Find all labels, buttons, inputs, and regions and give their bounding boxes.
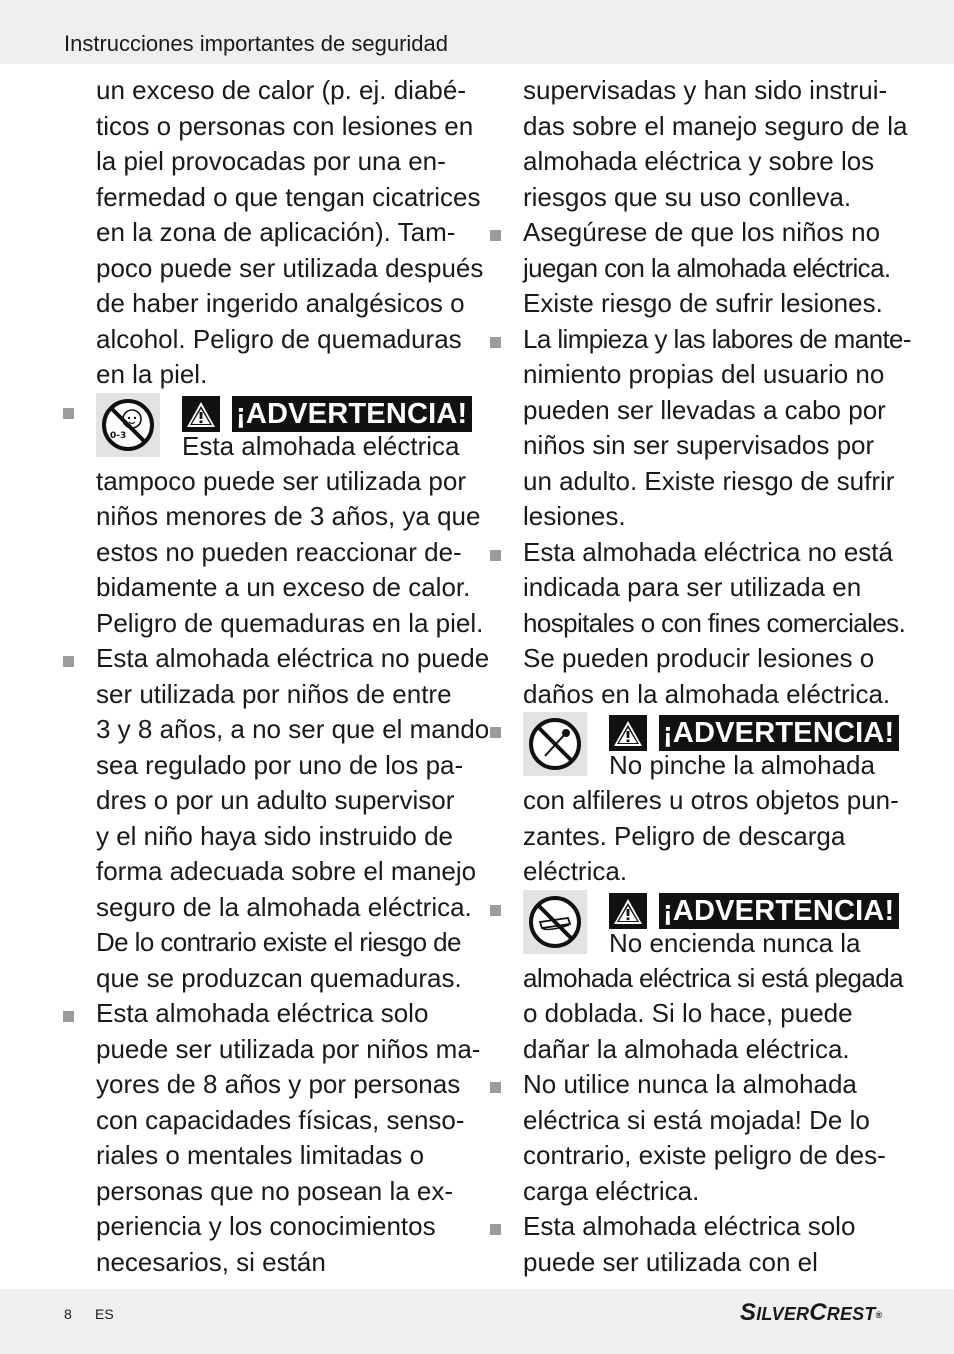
text-line: personas que no posean la ex- [96, 1175, 454, 1206]
text-line: Esta almohada eléctrica [182, 430, 460, 461]
warning-triangle-icon [609, 715, 647, 751]
warning-header [523, 890, 893, 961]
warning-item-no-folding [523, 890, 903, 1068]
text-line: niños menores de 3 años, ya que [96, 501, 481, 531]
text-line: De lo contrario existe el riesgo de [96, 927, 461, 957]
text-line: con capacidades físicas, senso- [96, 1104, 465, 1135]
text-line: daños en la almohada eléctrica. [523, 678, 891, 709]
bullet-item-controller [523, 1209, 893, 1280]
text-line: ser utilizada por niños de entre [96, 678, 452, 709]
text-line: supervisadas y han sido instrui- [523, 75, 888, 105]
text-line: un adulto. Existe riesgo de sufrir [523, 465, 895, 496]
text-line: lesiones. [523, 501, 626, 531]
continued-paragraph [523, 73, 908, 215]
text-line: La limpieza y las labores de mante- [523, 322, 893, 358]
logo-letters: REST [826, 1304, 876, 1324]
text-line: das sobre el manejo seguro de la [523, 110, 908, 141]
text-line: bidamente a un exceso de calor. [96, 572, 471, 602]
text-line: carga eléctrica. [523, 1175, 700, 1206]
text-line: zantes. Peligro de descarga [523, 820, 846, 851]
warning-header [96, 393, 468, 464]
text-line: indicada para ser utilizada en [523, 572, 862, 602]
text-line: tampoco puede ser utilizada por [96, 465, 467, 496]
text-line: Esta almohada eléctrica no está [523, 535, 893, 571]
text-line: No pinche la almohada [609, 750, 875, 780]
text-line: nimiento propias del usuario no [523, 359, 885, 389]
warning-item-no-pins [523, 712, 899, 890]
text-line: Se pueden producir lesiones o [523, 643, 875, 673]
text-line: contrario, existe peligro de des- [523, 1140, 886, 1170]
text-line: eléctrica. [523, 856, 628, 886]
text-line: hospitales o con fines comerciales. [523, 607, 906, 638]
text-line: forma adecuada sobre el manejo [96, 856, 477, 886]
text-line: estos no pueden reaccionar de- [96, 536, 462, 567]
no-pins-icon [523, 712, 587, 776]
text-line: con alfileres u otros objetos pun- [523, 785, 899, 815]
text-line: almohada eléctrica y sobre los [523, 146, 875, 176]
text-line: Asegúrese de que los niños no [523, 215, 893, 251]
bullet-item-wet [523, 1067, 893, 1209]
text-line: Existe riesgo de sufrir lesiones. [523, 288, 883, 318]
text-line: alcohol. Peligro de quemaduras [96, 323, 462, 354]
logo-letter: S [740, 1299, 757, 1326]
text-line: Peligro de quemaduras en la piel. [96, 607, 484, 638]
text-line: puede ser utilizada con el [523, 1246, 818, 1277]
text-line: riales o mentales limitadas o [96, 1140, 425, 1170]
bullet-item-hospitals [523, 535, 906, 713]
warning-header [523, 712, 893, 783]
text-line: sea regulado por uno de los pa- [96, 749, 464, 780]
text-line: dañar la almohada eléctrica. [523, 1033, 850, 1064]
bullet-item-cleaning [523, 322, 911, 535]
language-code: ES [95, 1306, 114, 1322]
text-line: la piel provocadas por una en- [96, 146, 446, 176]
logo-letter: C [809, 1299, 827, 1326]
text-line: de haber ingerido analgésicos o [96, 288, 465, 318]
bullet-item-children-3-8 [96, 641, 490, 996]
warning-label: ¡ADVERTENCIA! [659, 893, 899, 929]
bullet-item-children-playing [523, 215, 893, 322]
text-line: almohada eléctrica si está plegada [523, 962, 903, 993]
warning-label: ¡ADVERTENCIA! [232, 396, 472, 432]
text-line: puede ser utilizada por niños ma- [96, 1033, 481, 1064]
no-folding-icon [523, 890, 587, 954]
text-line: eléctrica si está mojada! De lo [523, 1104, 870, 1135]
page-number: 8 [64, 1306, 72, 1322]
text-line: o doblada. Si lo hace, puede [523, 998, 853, 1028]
bullet-marker [490, 905, 501, 916]
bullet-marker [490, 727, 501, 738]
registered-mark: ® [875, 1310, 883, 1320]
bullet-marker [63, 408, 74, 419]
text-line: necesarios, si están [96, 1246, 326, 1277]
text-line: ticos o personas con lesiones en [96, 110, 474, 141]
text-line: poco puede ser utilizada después [96, 252, 484, 283]
text-line: Esta almohada eléctrica no puede [96, 641, 468, 677]
continued-paragraph [96, 73, 484, 393]
text-line: un exceso de calor (p. ej. diabé- [96, 75, 466, 105]
logo-letters: ILVER [756, 1304, 810, 1324]
text-line: dres o por un adulto supervisor [96, 785, 455, 815]
text-line: yores de 8 años y por personas [96, 1069, 461, 1099]
section-title: Instrucciones importantes de seguridad [64, 31, 448, 56]
warning-triangle-icon [182, 396, 220, 432]
text-line: No encienda nunca la [609, 927, 861, 958]
warning-triangle-icon [609, 893, 647, 929]
text-line: Esta almohada eléctrica solo [523, 1209, 893, 1245]
text-line: fermedad o que tengan cicatrices [96, 181, 481, 212]
text-line: que se produzcan quemaduras. [96, 962, 462, 993]
text-line: en la piel. [96, 359, 208, 389]
text-line: 3 y 8 años, a no ser que el mando [96, 714, 490, 744]
text-line: seguro de la almohada eléctrica. [96, 891, 472, 922]
no-children-0-3-icon [96, 393, 160, 457]
text-line: y el niño haya sido instruido de [96, 820, 454, 851]
warning-item-children-under-3 [96, 393, 484, 642]
warning-label: ¡ADVERTENCIA! [659, 715, 899, 751]
text-line: niños sin ser supervisados por [523, 430, 875, 460]
svg-text:0-3: 0-3 [110, 430, 127, 441]
text-line: pueden ser llevadas a cabo por [523, 394, 886, 425]
text-line: No utilice nunca la almohada [523, 1067, 893, 1103]
page-header [0, 0, 954, 64]
text-line: riesgos que su uso conlleva. [523, 181, 852, 212]
left-column [96, 73, 490, 1280]
bullet-item-children-over-8 [96, 996, 481, 1280]
text-line: en la zona de aplicación). Tam- [96, 217, 456, 247]
right-column [523, 73, 911, 1280]
brand-logo [740, 1298, 882, 1329]
text-line: Esta almohada eléctrica solo [96, 996, 468, 1032]
text-line: periencia y los conocimientos [96, 1211, 436, 1241]
text-line: juegan con la almohada eléctrica. [523, 252, 891, 283]
